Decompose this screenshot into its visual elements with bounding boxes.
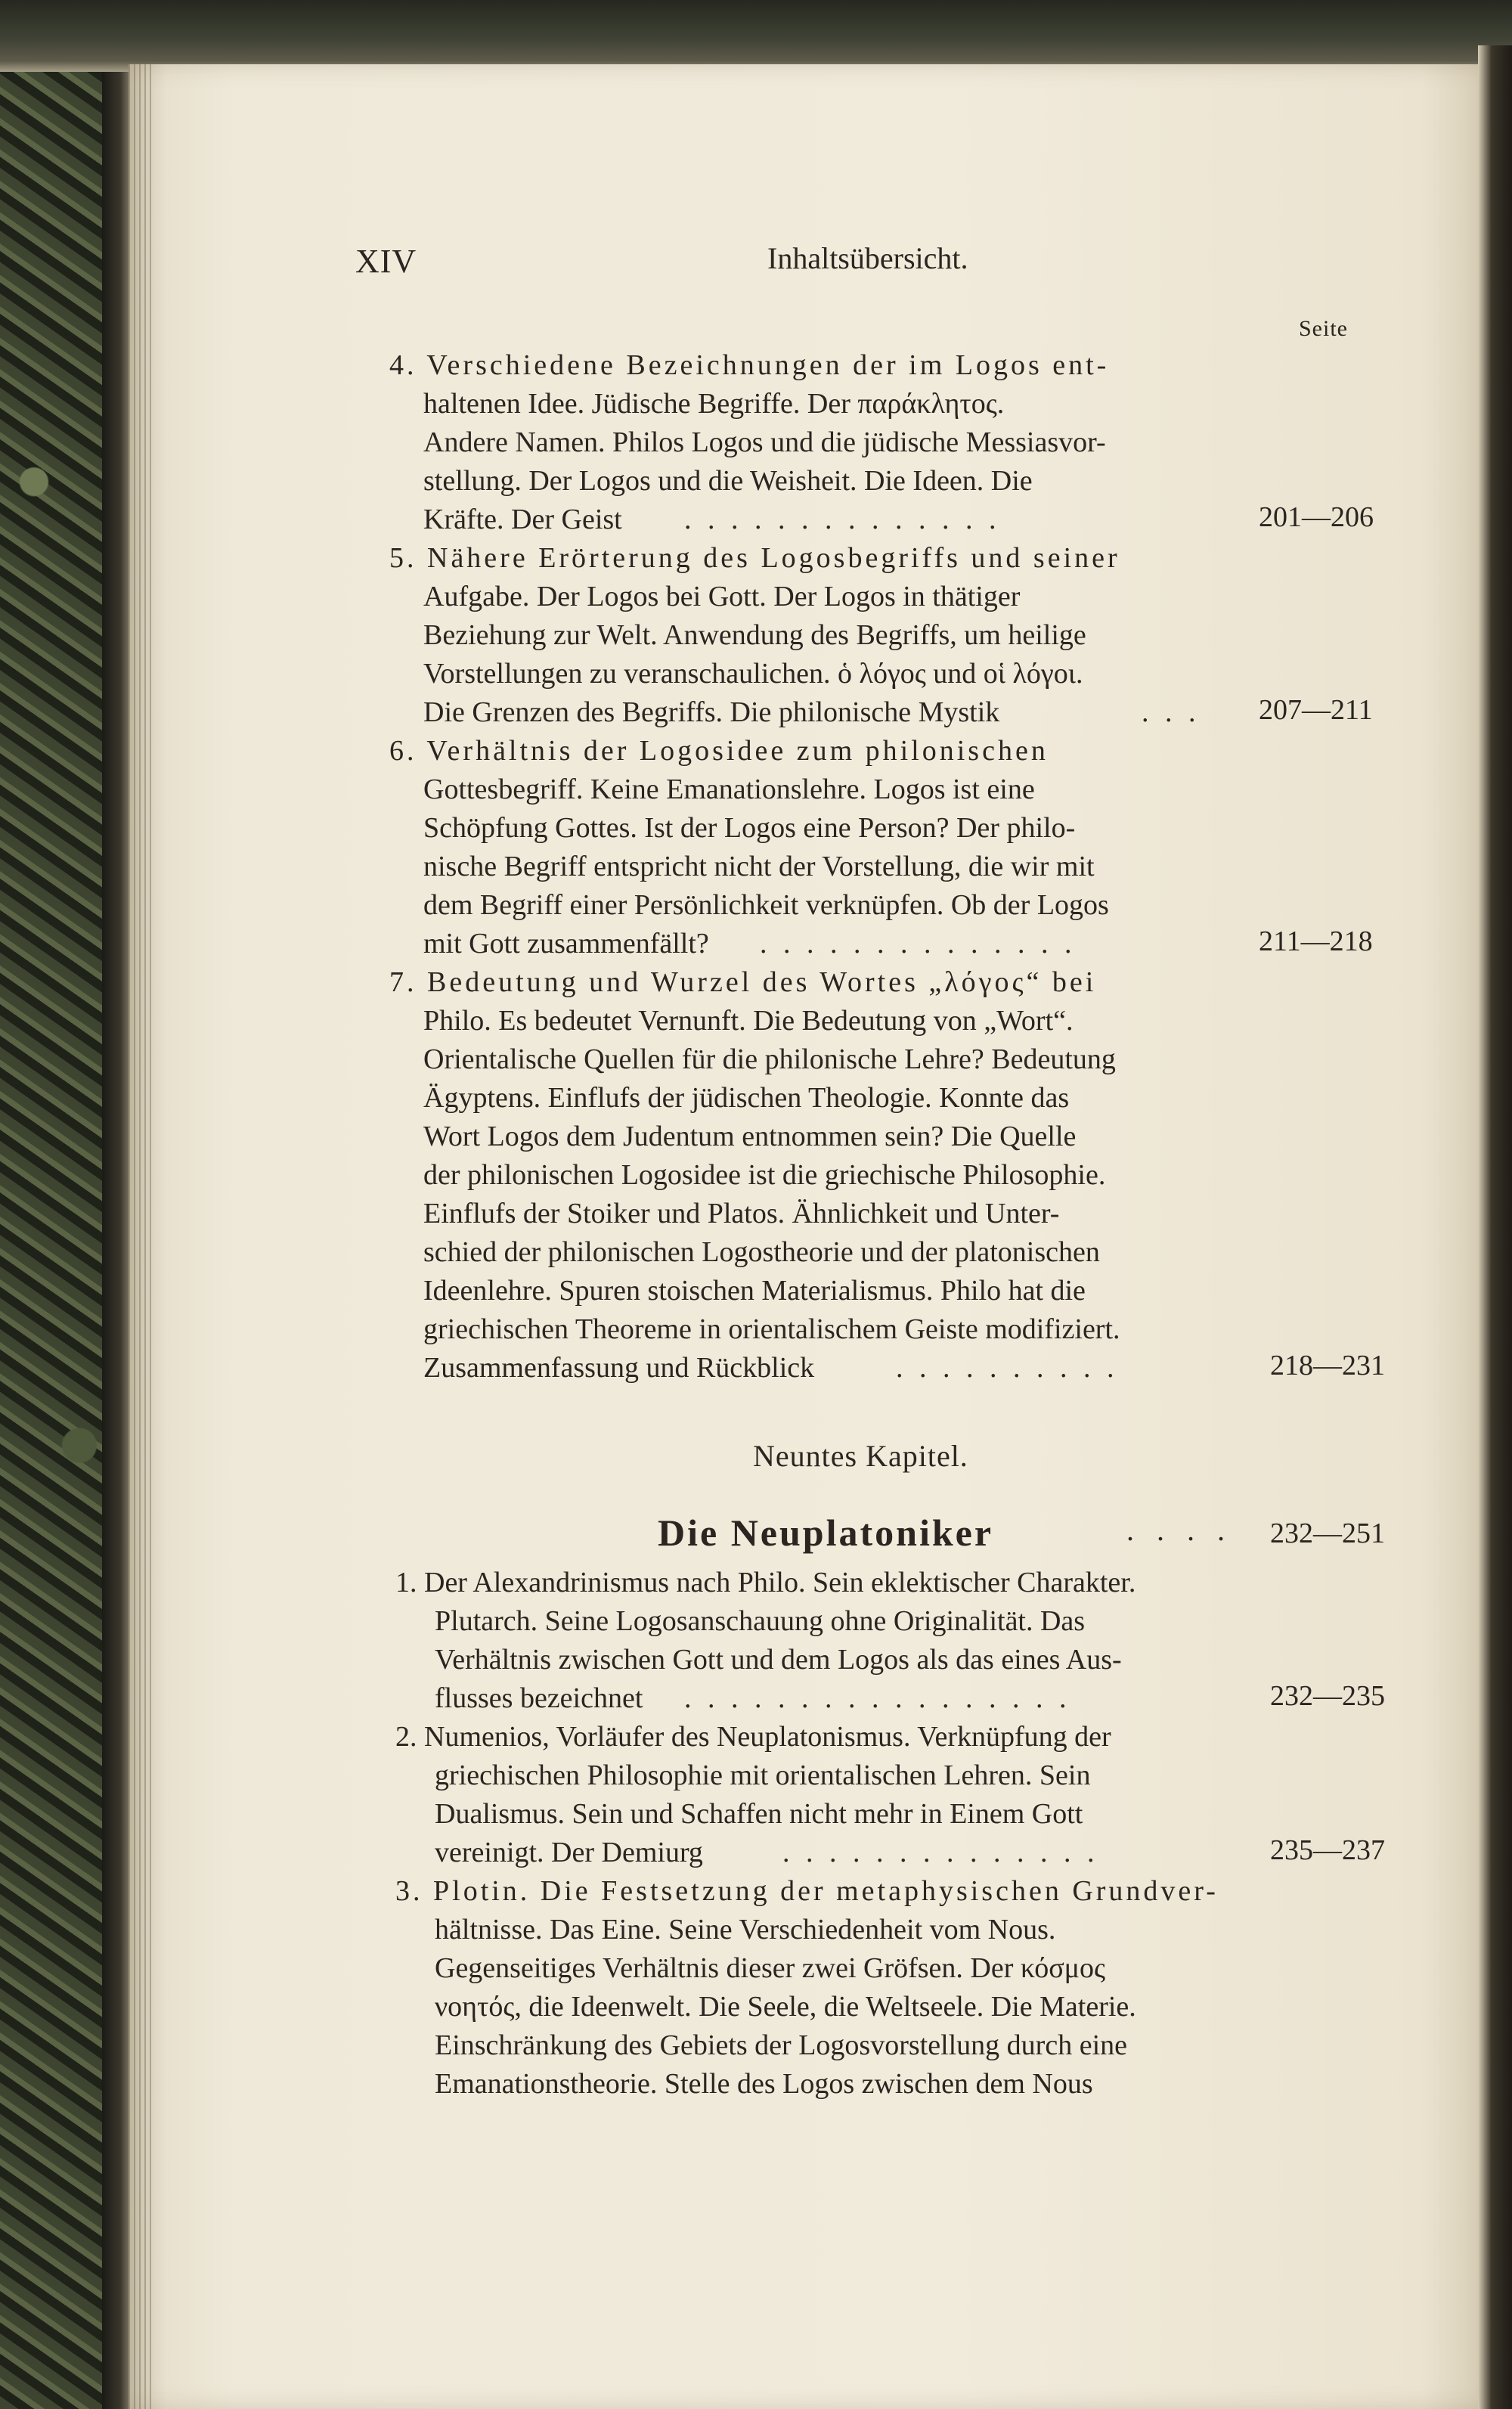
cover-edge <box>102 0 132 2409</box>
toc-line: Schöpfung Gottes. Ist der Logos eine Person? Der philo- <box>423 812 1076 844</box>
binding-top <box>0 0 1512 72</box>
toc-line: schied der philonischen Logostheorie und der platonischen <box>423 1236 1100 1268</box>
toc-line: Zusammenfassung und Rückblick <box>423 1352 815 1384</box>
toc-line: Plutarch. Seine Logosanschauung ohne Originalität. Das <box>435 1605 1086 1637</box>
toc-line: 1. Der Alexandrinismus nach Philo. Sein eklektischer Charakter. <box>395 1567 1136 1598</box>
toc-line: mit Gott zusammenfällt? <box>423 928 709 960</box>
chapter-title: Die Neuplatoniker <box>658 1511 994 1554</box>
chapter-label: Neuntes Kapitel. <box>753 1439 968 1473</box>
page-number: XIV <box>355 243 417 280</box>
page-range: 211—218 <box>1259 925 1373 957</box>
running-title: Inhaltsübersicht. <box>767 241 968 275</box>
toc-line: Philo. Es bedeutet Vernunft. Die Bedeutung von „Wort“. <box>423 1005 1074 1037</box>
toc-line: Aufgabe. Der Logos bei Gott. Der Logos in thätiger <box>423 581 1021 612</box>
toc-line: 7. Bedeutung und Wurzel des Wortes „λόγος“ bei <box>389 966 1097 998</box>
toc-line: Gottesbegriff. Keine Emanationslehre. Logos ist eine <box>423 774 1035 805</box>
toc-line: Emanationstheorie. Stelle des Logos zwischen dem Nous <box>435 2068 1093 2100</box>
page-range: 218—231 <box>1270 1350 1385 1381</box>
page-range: 201—206 <box>1259 501 1374 533</box>
toc-line: Einflufs der Stoiker und Platos. Ähnlichkeit und Unter- <box>423 1198 1060 1229</box>
toc-line: nische Begriff entspricht nicht der Vorstellung, die wir mit <box>423 851 1095 882</box>
toc-line: 5. Nähere Erörterung des Logosbegriffs und seiner <box>389 542 1120 574</box>
toc-line: Andere Namen. Philos Logos und die jüdische Messiasvor- <box>423 426 1106 458</box>
book-cover-marbled <box>0 0 113 2409</box>
page-right-edge <box>1478 45 1512 2409</box>
toc-line: stellung. Der Logos und die Weisheit. Die Ideen. Die <box>423 465 1033 497</box>
toc-line: Ägyptens. Einflufs der jüdischen Theologie. Konnte das <box>423 1082 1070 1114</box>
page-range: 232—235 <box>1270 1680 1385 1712</box>
leader-dots: . . . . . . . . . . . . . . . . . <box>684 1682 1071 1714</box>
toc-line: 6. Verhältnis der Logosidee zum philonischen <box>389 735 1049 767</box>
toc-line: 2. Numenios, Vorläufer des Neuplatonismus. Verknüpfung der <box>395 1721 1111 1753</box>
toc-line: Einschränkung des Gebiets der Logosvorstellung durch eine <box>435 2029 1127 2061</box>
toc-line: Orientalische Quellen für die philonische Lehre? Bedeutung <box>423 1043 1116 1075</box>
leader-dots: . . . . . . . . . . . . . . <box>782 1837 1099 1868</box>
toc-line: Die Grenzen des Begriffs. Die philonische Mystik <box>423 696 1000 728</box>
page-range: 207—211 <box>1259 694 1373 726</box>
toc-line: vereinigt. Der Demiurg <box>435 1837 703 1868</box>
toc-line: flusses bezeichnet <box>435 1682 643 1714</box>
toc-line: 3. Plotin. Die Festsetzung der metaphysischen Grundver- <box>395 1875 1219 1907</box>
toc-line: griechischen Philosophie mit orientalischen Lehren. Sein <box>435 1759 1091 1791</box>
toc-line: 4. Verschiedene Bezeichnungen der im Logos ent- <box>389 349 1110 381</box>
toc-line: Kräfte. Der Geist <box>423 504 622 535</box>
toc-line: Vorstellungen zu veranschaulichen. ὁ λόγος und οἱ λόγοι. <box>423 658 1083 690</box>
leader-dots: . . . . . . . . . . . . . . <box>684 504 1001 535</box>
toc-line: griechischen Theoreme in orientalischem Geiste modifiziert. <box>423 1313 1120 1345</box>
leader-dots: . . . <box>1142 696 1201 728</box>
page-range: 235—237 <box>1270 1834 1385 1866</box>
toc-line: νοητός, die Ideenwelt. Die Seele, die Weltseele. Die Materie. <box>435 1991 1136 2023</box>
toc-line: Ideenlehre. Spuren stoischen Materialismus. Philo hat die <box>423 1275 1086 1307</box>
toc-line: Dualismus. Sein und Schaffen nicht mehr in Einem Gott <box>435 1798 1083 1830</box>
toc-line: Verhältnis zwischen Gott und dem Logos als das eines Aus- <box>435 1644 1122 1676</box>
leader-dots: . . . . . . . . . . <box>896 1352 1119 1384</box>
page-stack-edge <box>129 64 151 2409</box>
column-label-seite: Seite <box>1299 316 1348 341</box>
chapter-page-range: 232—251 <box>1270 1518 1385 1549</box>
toc-line: der philonischen Logosidee ist die griechische Philosophie. <box>423 1159 1106 1191</box>
toc-line: Beziehung zur Welt. Anwendung des Begriffs, um heilige <box>423 619 1086 651</box>
leader-dots: . . . . . . . . . . . . . . <box>760 928 1077 960</box>
leader-dots: . . . . <box>1126 1513 1232 1547</box>
toc-line: hältnisse. Das Eine. Seine Verschiedenheit vom Nous. <box>435 1914 1056 1945</box>
toc-line: Wort Logos dem Judentum entnommen sein? Die Quelle <box>423 1121 1077 1152</box>
toc-line: dem Begriff einer Persönlichkeit verknüpfen. Ob der Logos <box>423 889 1109 921</box>
toc-line: Gegenseitiges Verhältnis dieser zwei Gröfsen. Der κόσμος <box>435 1952 1106 1984</box>
toc-line: haltenen Idee. Jüdische Begriffe. Der παράκλητος. <box>423 388 1005 420</box>
